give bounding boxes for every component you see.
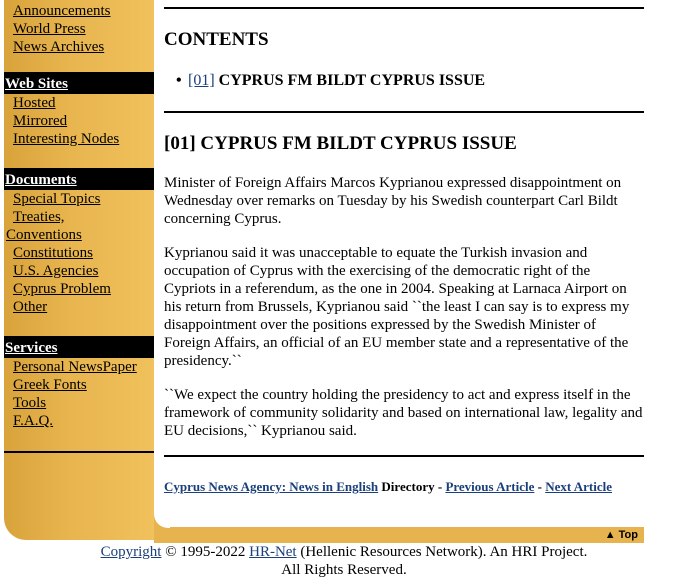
divider — [164, 111, 644, 113]
sidebar-link-treaties[interactable]: Treaties, — [13, 209, 65, 225]
sidebar-link-tools[interactable]: Tools — [13, 395, 47, 411]
article-nav — [164, 479, 612, 495]
sidebar-link-news-archives[interactable]: News Archives — [13, 39, 105, 55]
divider — [164, 7, 644, 9]
sidebar-link-faq[interactable]: F.A.Q. — [13, 413, 54, 429]
sidebar-link-constitutions[interactable]: Constitutions — [13, 245, 94, 261]
agency-link[interactable]: Cyprus News Agency: News in English — [164, 479, 379, 494]
sidebar-link-other[interactable]: Other — [13, 299, 48, 315]
section-documents — [4, 170, 154, 190]
nav-separator: - — [534, 479, 546, 494]
hrnet-link[interactable]: HR-Net — [249, 544, 297, 560]
toc-title: CYPRUS FM BILDT CYPRUS ISSUE — [218, 72, 486, 89]
back-to-top-link[interactable]: ▲ Top — [604, 529, 638, 541]
bullet-icon: • — [176, 72, 182, 89]
article-paragraph: Minister of Foreign Affairs Marcos Kyprianou expressed disappointment on Wednesday over remarks on Tuesday by his Swedish counterpart Carl Bildt concerning Cyprus. — [164, 175, 622, 227]
sidebar-link-personal-newspaper[interactable]: Personal NewsPaper — [13, 359, 137, 375]
sidebar-link-hosted[interactable]: Hosted — [13, 95, 56, 111]
contents-heading: CONTENTS — [164, 29, 269, 50]
toc-item — [176, 72, 486, 90]
sidebar-link-cyprus-problem[interactable]: Cyprus Problem — [13, 281, 111, 297]
sidebar-link-greek-fonts[interactable]: Greek Fonts — [13, 377, 87, 393]
sidebar-link-us-agencies[interactable]: U.S. Agencies — [13, 263, 99, 279]
section-link-services[interactable]: Services — [5, 340, 58, 356]
section-services — [4, 338, 154, 358]
article-paragraph: Kyprianou said it was unacceptable to equate the Turkish invasion and occupation of Cyprus with the exercising of the democratic right of the Cypriots in a referendum, as the one in 2004. Speaking at Larnaca Airport on his return from Brussels, Kyprianou said ``the least I can say is to express my disappointment over the positions expressed by the Swedish Minister of Foreign Affairs, an official of an EU member state and a representative of the presidency.`` — [164, 245, 630, 369]
sidebar-divider — [4, 451, 154, 453]
next-article-link[interactable]: Next Article — [545, 479, 612, 494]
sidebar-link-interesting-nodes[interactable]: Interesting Nodes — [13, 131, 120, 147]
sidebar — [4, 0, 154, 540]
section-link-web-sites[interactable]: Web Sites — [5, 76, 68, 92]
previous-article-link[interactable]: Previous Article — [445, 479, 535, 494]
rights-reserved: All Rights Reserved. — [281, 562, 407, 578]
sidebar-link-mirrored[interactable]: Mirrored — [13, 113, 68, 129]
article-body — [164, 174, 644, 456]
directory-label: Directory - — [378, 479, 446, 494]
section-web-sites — [4, 74, 154, 94]
divider — [164, 455, 644, 457]
copyright-link[interactable]: Copyright — [100, 544, 162, 560]
article-title: [01] CYPRUS FM BILDT CYPRUS ISSUE — [164, 133, 517, 154]
article-paragraph: ``We expect the country holding the presidency to act and express itself in the framework of community solidarity and based on international law, legality and EU decisions,`` Kyprianou said. — [164, 387, 643, 439]
section-link-documents[interactable]: Documents — [5, 172, 77, 188]
sidebar-link-announcements[interactable]: Announcements — [13, 3, 111, 19]
copyright-rest: (Hellenic Resources Network). An HRI Project. — [296, 544, 588, 560]
copyright-text: © 1995-2022 — [161, 544, 250, 560]
sidebar-link-special-topics[interactable]: Special Topics — [13, 191, 101, 207]
toc-link[interactable]: [01] — [188, 72, 215, 89]
bottom-bar — [154, 527, 644, 543]
sidebar-link-world-press[interactable]: World Press — [13, 21, 86, 37]
sidebar-link-conventions[interactable]: Conventions — [6, 227, 82, 243]
